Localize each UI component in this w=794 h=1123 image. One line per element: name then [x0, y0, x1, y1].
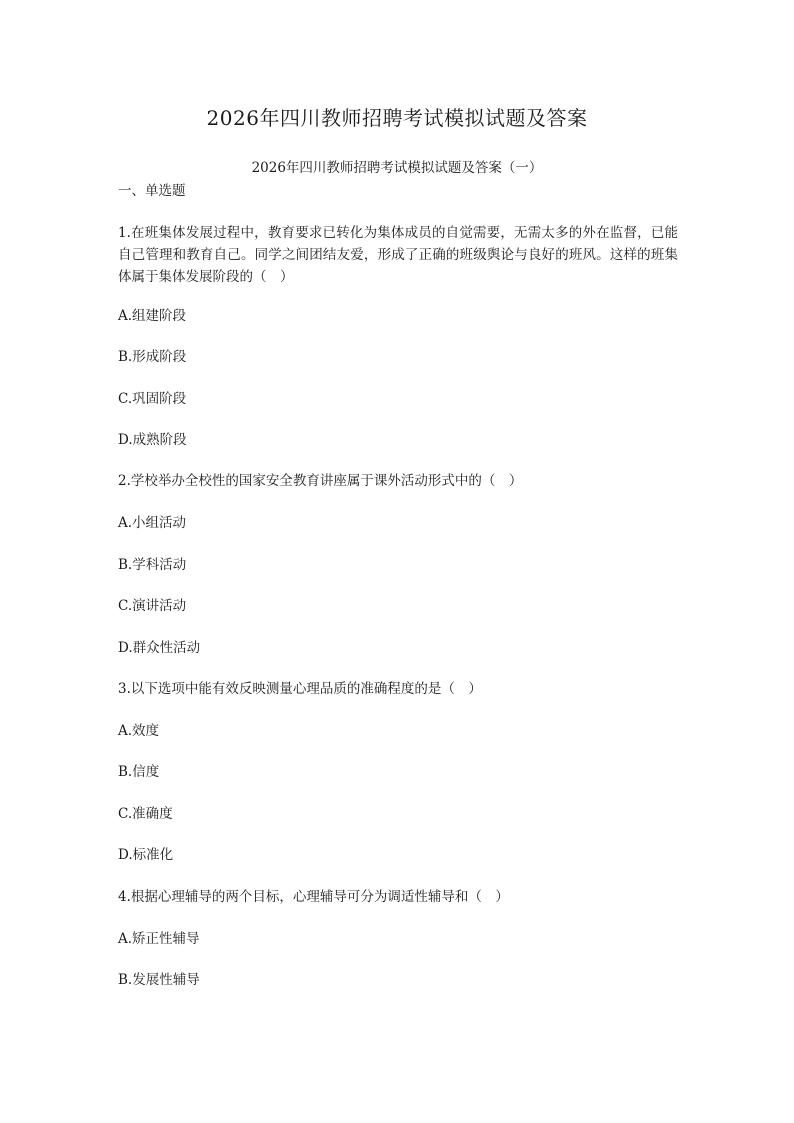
- question-4-option-b: B.发展性辅导: [118, 972, 200, 988]
- question-3-option-d: D.标准化: [118, 847, 174, 863]
- question-3-option-b: B.信度: [118, 764, 160, 780]
- question-2-option-a: A.小组活动: [118, 515, 187, 531]
- question-1-option-c: C.巩固阶段: [118, 391, 187, 407]
- question-2-option-c: C.演讲活动: [118, 598, 187, 614]
- question-2-stem: 2.学校举办全校性的国家安全教育讲座属于课外活动形式中的（ ）: [118, 473, 523, 489]
- question-4-stem: 4.根据心理辅导的两个目标，心理辅导可分为调适性辅导和（ ）: [118, 889, 509, 905]
- question-3-stem: 3.以下选项中能有效反映测量心理品质的准确程度的是（ ）: [118, 681, 482, 697]
- question-1-option-a: A.组建阶段: [118, 308, 187, 324]
- question-1-option-d: D.成熟阶段: [118, 432, 187, 448]
- document-subtitle: 2026年四川教师招聘考试模拟试题及答案（一）: [251, 160, 543, 176]
- question-3-option-a: A.效度: [118, 723, 160, 739]
- question-2-option-b: B.学科活动: [118, 557, 187, 573]
- question-4-option-a: A.矫正性辅导: [118, 931, 200, 947]
- section-heading: 一、单选题: [118, 183, 186, 199]
- question-1-stem: 1.在班集体发展过程中，教育要求已转化为集体成员的自觉需要，无需太多的外在监督，已能自己管理和教育自己。同学之间团结友爱，形成了正确的班级舆论与良好的班风。这样的班集体属于集体发展阶段的（ ）: [118, 225, 678, 285]
- document-title: 2026年四川教师招聘考试模拟试题及答案: [206, 106, 588, 130]
- question-3-option-c: C.准确度: [118, 806, 173, 822]
- question-1-option-b: B.形成阶段: [118, 349, 187, 365]
- question-2-option-d: D.群众性活动: [118, 640, 201, 656]
